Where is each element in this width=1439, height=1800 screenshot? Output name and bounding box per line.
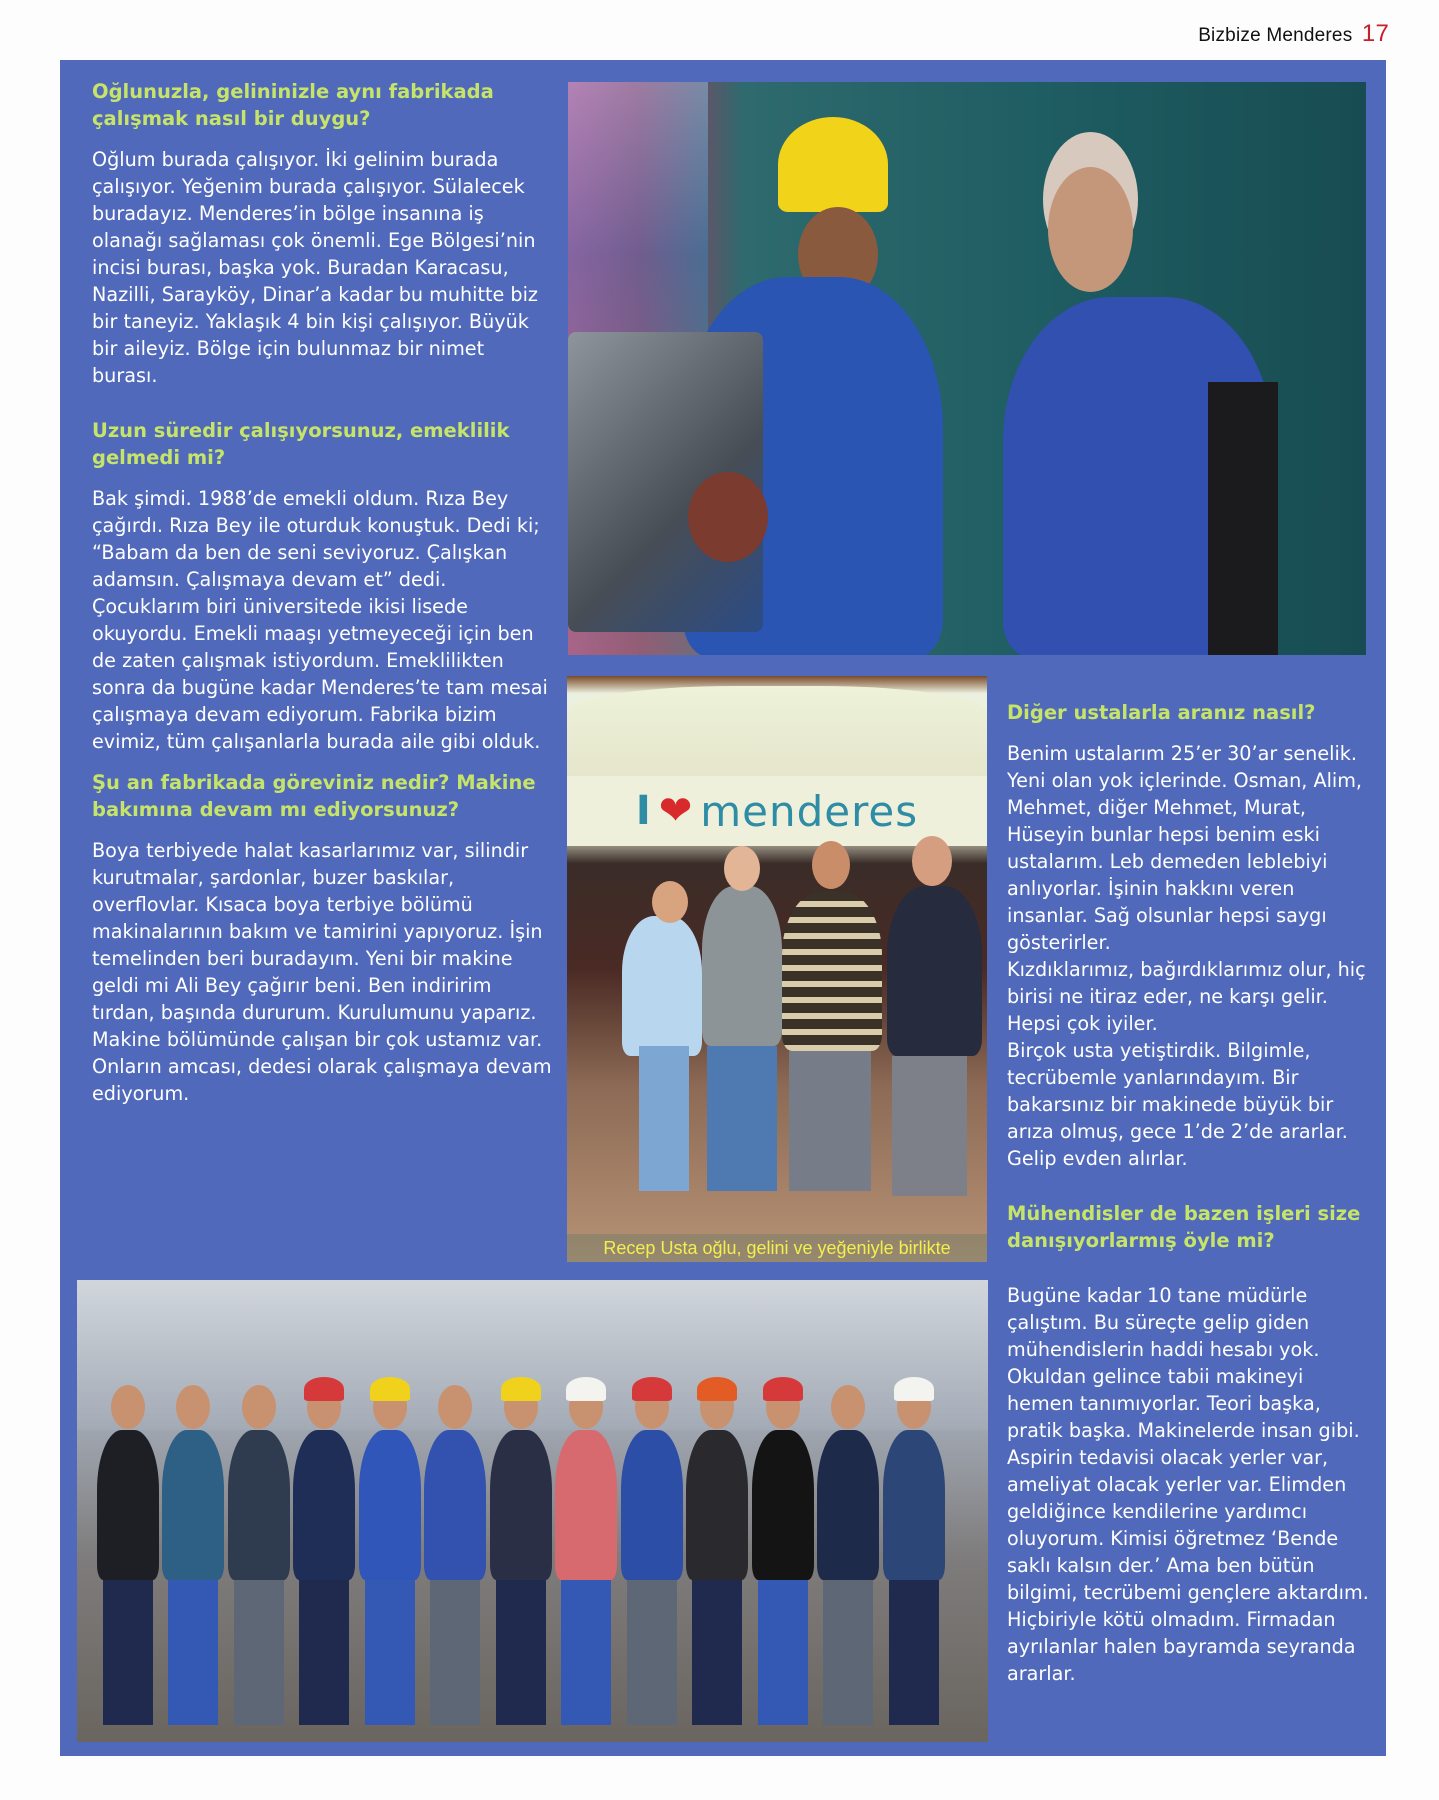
worker-legs xyxy=(496,1580,546,1725)
worker-legs xyxy=(758,1580,808,1725)
worker-legs xyxy=(889,1580,939,1725)
menderes-sign xyxy=(567,776,987,846)
worker-figure xyxy=(883,1430,945,1580)
question-heading: Oğlunuzla, gelininizle aynı fabrikada çalışmak nasıl bir duygu? xyxy=(92,80,494,130)
worker-figure xyxy=(97,1430,159,1580)
worker-head xyxy=(111,1385,145,1429)
worker-legs xyxy=(299,1580,349,1725)
worker-figure xyxy=(621,1430,683,1580)
worker-figure xyxy=(162,1430,224,1580)
hard-hat xyxy=(894,1377,934,1401)
answer-text: Boya terbiyede halat kasarlarımız var, silindir kurutmalar, şardonlar, buzer baskılar, overflovlar. Kısaca boya terbiye bölümü makinalarının bakım ve tamirini yapıyoruz. İşin temelinden beri buradayım. Yeni bir makine geldi mi Ali Bey çağırır beni. Ben indiririm tırdan, başında dururum. Kurulumunu yaparız. Makine bölümünde çalışan bir çok ustamız var. Onların amcası, dedesi olarak çalışmaya devam ediyorum. xyxy=(92,839,552,1105)
worker-figure xyxy=(228,1430,290,1580)
worker-figure xyxy=(817,1430,879,1580)
left-column xyxy=(92,78,554,1107)
worker-legs xyxy=(627,1580,677,1725)
worker-figure xyxy=(293,1430,355,1580)
question-heading: Mühendisler de bazen işleri size danışıyorlarmış öyle mi? xyxy=(1007,1202,1361,1252)
hard-hat xyxy=(501,1377,541,1401)
worker-legs xyxy=(365,1580,415,1725)
page-number: 17 xyxy=(1361,20,1389,47)
answer-text: Bugüne kadar 10 tane müdürle çalıştım. Bu süreçte gelip giden mühendislerin haddi hesabı yok. Okuldan gelince tabii makineyi hemen tanımıyorlar. Teori başka, pratik başka. Makinelerde insan gibi. Aspirin tedavisi olacak yerler var, ameliyat olacak yerler var. Elimden geldiğince kendilerine yardımcı oluyorum. Kimisi öğretmez ‘Bende saklı kalsın der.’ Ama ben bütün bilgimi, tecrübemi gençlere aktardım. Hiçbiriyle kötü olmadım. Firmadan ayrılanlar halen bayramda seyranda ararlar. xyxy=(1007,1284,1369,1685)
worker-legs xyxy=(561,1580,611,1725)
hard-hat xyxy=(304,1377,344,1401)
worker-figure xyxy=(555,1430,617,1580)
worker-legs xyxy=(103,1580,153,1725)
photo-family-menderes xyxy=(567,676,987,1262)
page-header xyxy=(1198,20,1389,48)
worker-figure xyxy=(424,1430,486,1580)
question-heading: Şu an fabrikada göreviniz nedir? Makine bakımına devam mı ediyorsunuz? xyxy=(92,771,536,821)
worker-legs xyxy=(168,1580,218,1725)
worker-figure xyxy=(490,1430,552,1580)
magazine-title: Bizbize Menderes xyxy=(1198,25,1353,46)
worker-figure xyxy=(752,1430,814,1580)
worker-legs xyxy=(430,1580,480,1725)
photo-worker-group xyxy=(77,1280,988,1742)
photo-caption: Recep Usta oğlu, gelini ve yeğeniyle birlikte xyxy=(567,1234,987,1262)
worker-legs xyxy=(823,1580,873,1725)
hard-hat xyxy=(370,1377,410,1401)
hard-hat xyxy=(566,1377,606,1401)
yellow-helmet xyxy=(778,117,888,212)
photo-workers-motor xyxy=(568,82,1366,655)
right-column xyxy=(1007,699,1369,1687)
answer-text: Oğlum burada çalışıyor. İki gelinim burada çalışıyor. Yeğenim burada çalışıyor. Sülalecek buradayız. Menderes’in bölge insanına iş olanağı sağlaması çok önemli. Ege Bölgesi’nin incisi burası, başka yok. Buradan Karacasu, Nazilli, Sarayköy, Dinar’a kadar bu muhitte biz bir taneyiz. Yaklaşık 4 bin kişi çalışıyor. Büyük bir aileyiz. Bölge için bulunmaz bir nimet burası. xyxy=(92,148,539,387)
sign-menderes: menderes xyxy=(700,786,919,836)
question-heading: Diğer ustalarla aranız nasıl? xyxy=(1007,701,1316,724)
hard-hat xyxy=(763,1377,803,1401)
sign-i: I xyxy=(635,788,651,834)
worker-head xyxy=(242,1385,276,1429)
worker-head xyxy=(831,1385,865,1429)
answer-text: Bak şimdi. 1988’de emekli oldum. Rıza Bey çağırdı. Rıza Bey ile oturduk konuştuk. Dedi ki; “Babam da ben de seni seviyoruz. Çalışkan adamsın. Çalışmaya devam et” dedi. Çocuklarım biri üniversitede ikisi lisede okuyordu. Emekli maaşı yetmeyeceği için ben de zaten çalışmak istiyordum. Emeklilikten sonra da bugüne kadar Menderes’te tam mesai çalışmaya devam ediyorum. Fabrika bizim evimiz, tüm çalışanlarla burada aile gibi olduk. xyxy=(92,487,548,753)
question-heading: Uzun süredir çalışıyorsunuz, emeklilik gelmedi mi? xyxy=(92,419,510,469)
hard-hat xyxy=(632,1377,672,1401)
worker-figure xyxy=(359,1430,421,1580)
worker-legs xyxy=(692,1580,742,1725)
worker-legs xyxy=(234,1580,284,1725)
answer-text: Benim ustalarım 25’er 30’ar senelik. Yeni olan yok içlerinde. Osman, Alim, Mehmet, diğer Mehmet, Murat, Hüseyin bunlar hepsi benim eski ustalarım. Leb demeden leblebiyi anlıyorlar. İşinin hakkını veren insanlar. Sağ olsunlar hepsi saygı gösterirler. Kızdıklarımız, bağırdıklarımız olur, hiç birisi ne itiraz eder, ne karşı gelir. Hepsi çok iyiler. Birçok usta yetiştirdik. Bilgimle, tecrübemle yanlarındayım. Bir bakarsınız bir makinede büyük bir arıza olmuş, gece 1’de 2’de ararlar. Gelip evden alırlar. xyxy=(1007,742,1366,1170)
heart-icon: ❤ xyxy=(658,788,693,834)
hard-hat xyxy=(697,1377,737,1401)
worker-figure xyxy=(686,1430,748,1580)
